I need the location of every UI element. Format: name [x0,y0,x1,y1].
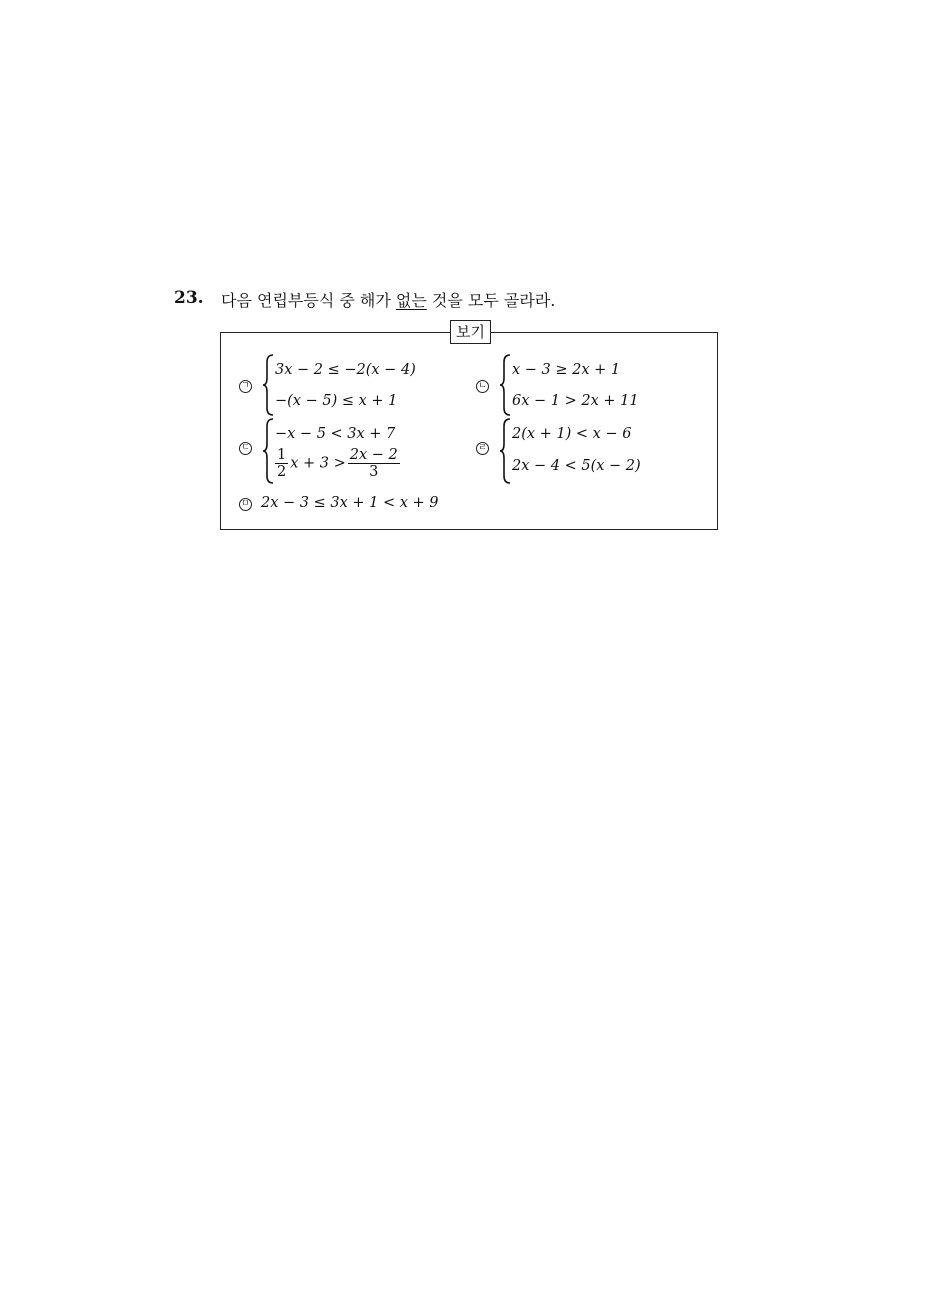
item-nieun-line-2: 6x − 1 > 2x + 11 [512,393,639,409]
item-rieul-line-1: 2(x + 1) < x − 6 [512,426,632,442]
question-number: 23. [174,288,204,308]
question-text [221,288,555,311]
item-marker-mieum: ㅁ [239,498,252,511]
item-mieum-line-1: 2x − 3 ≤ 3x + 1 < x + 9 [261,495,439,511]
item-nieun-line-1: x − 3 ≥ 2x + 1 [512,362,621,378]
item-digeut-line-1: −x − 5 < 3x + 7 [275,426,396,442]
item-marker-digeut: ㄷ [239,442,252,455]
item-giyeok-line-2: −(x − 5) ≤ x + 1 [275,393,398,409]
fraction-2x-minus-2-over-3 [348,447,400,480]
inequality-middle: x + 3 > [290,455,346,472]
item-rieul-line-2: 2x − 4 < 5(x − 2) [512,458,641,474]
fraction-numerator: 2x − 2 [349,447,398,463]
item-digeut-line-2 [273,447,402,480]
brace-icon [499,354,511,416]
fraction-numerator: 1 [277,447,287,463]
fraction-denominator: 3 [369,464,379,480]
fraction-denominator: 2 [277,464,287,480]
item-marker-rieul: ㄹ [476,442,489,455]
question-text-after: 것을 모두 골라라. [426,291,556,310]
item-marker-nieun: ㄴ [476,380,489,393]
question-text-before: 다음 연립부등식 중 해가 [221,291,396,310]
fraction-one-half [275,447,288,480]
item-giyeok-line-1: 3x − 2 ≤ −2(x − 4) [275,362,416,378]
item-marker-giyeok: ㄱ [239,380,252,393]
brace-icon [262,354,274,416]
bogi-label: 보기 [450,320,491,344]
question-text-underlined: 없는 [395,291,427,310]
brace-icon [499,418,511,484]
